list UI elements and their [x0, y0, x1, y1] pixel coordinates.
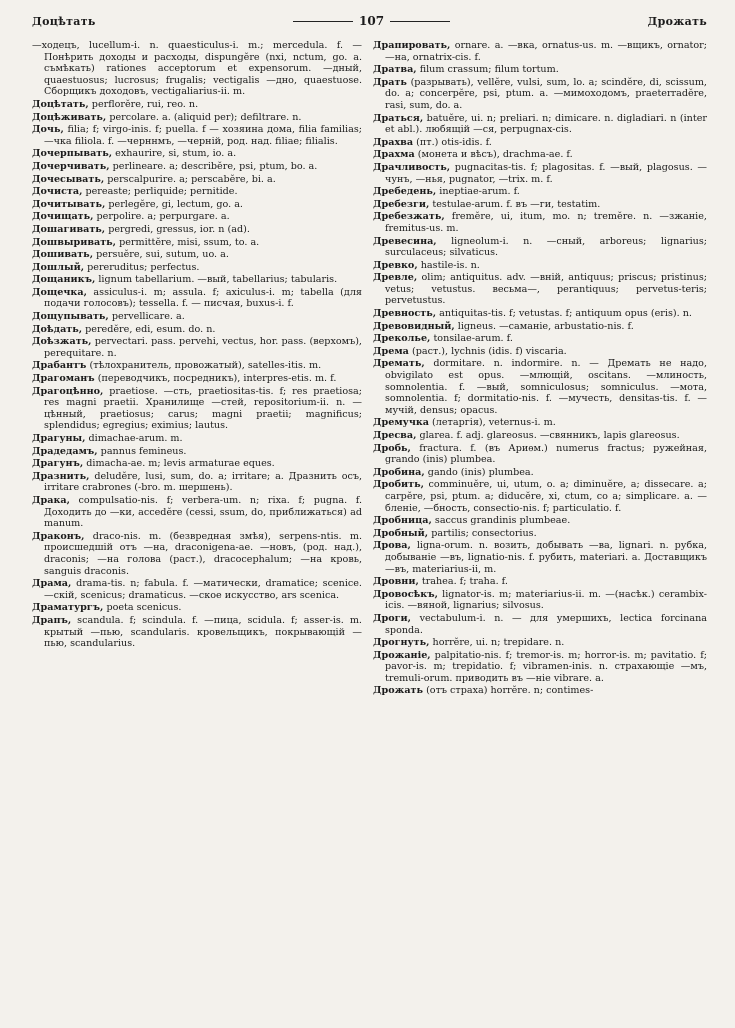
- entry-definition: olim; antiquitus. adv. —вній, antiquus; priscus; pristinus; vetus; vetustus. весьма—, perantiquus; pervetus-teris; pervetustus.: [385, 272, 707, 307]
- dictionary-entry: [32, 360, 362, 372]
- left-column: [32, 40, 362, 698]
- entry-definition: filum crassum; filum tortum.: [419, 64, 559, 76]
- entry-headword: Драть: [373, 76, 407, 88]
- entry-definition: pergredi, gressus, ior. n (ad).: [108, 223, 250, 235]
- entry-definition: trahea. f; traha. f.: [421, 576, 508, 588]
- dictionary-entry: [32, 386, 362, 432]
- entry-definition: lignum tabellarium. —вый, tabellarius; tabularis.: [98, 274, 338, 286]
- header-left-word: Доцѣтать: [32, 14, 96, 28]
- dictionary-entry: [32, 237, 362, 249]
- entry-definition: assiculus-i. m; assula. f; axiculus-i. m; tabella (для подачи голосовъ); tessella. f. — писчая, buxus-i. f.: [44, 286, 362, 310]
- entry-definition: fremĕre, ui, itum, mo. n; tremĕre. n. —зжаніе, fremitus-us. m.: [385, 211, 707, 234]
- entry-definition: ligna-orum. n. возить, добывать —ва, lignari. n. рубка, добываніе —въ, lignatio-nis. f. рубить, materiari. a. Доставщикъ —въ, materiarius-ii, m.: [385, 540, 707, 575]
- entry-headword: Дочерчивать,: [32, 160, 110, 172]
- dictionary-entry: [373, 40, 707, 63]
- entry-headword: Дочесывать,: [32, 173, 105, 185]
- entry-headword: Дробь,: [373, 442, 411, 454]
- entry-headword: Дробить,: [373, 479, 424, 491]
- dictionary-entry: [32, 324, 362, 336]
- entry-headword: Дребезжать,: [373, 211, 445, 223]
- dictionary-entry: [32, 211, 362, 223]
- entry-headword: Дребезги,: [373, 198, 430, 210]
- dictionary-entry: [373, 637, 707, 649]
- dictionary-entry: [373, 321, 707, 333]
- entry-headword: Дрова,: [373, 540, 411, 552]
- entry-definition: (раст.), lychnis (idis. f) viscaria.: [411, 345, 567, 357]
- dictionary-entry: [373, 272, 707, 307]
- entry-headword: Дратва,: [373, 64, 417, 76]
- dictionary-entry: [373, 515, 707, 527]
- entry-definition: (отъ страха) horrĕre. n; contimes-: [426, 685, 594, 697]
- entry-definition: perscalpurire. a; perscabĕre, bi. a.: [107, 173, 276, 185]
- entry-headword: Дребедень,: [373, 186, 437, 198]
- dictionary-entry: [373, 540, 707, 575]
- right-column: [373, 40, 707, 698]
- entry-definition: (летаргія), veternus-i. m.: [432, 417, 556, 429]
- dictionary-entry: [32, 495, 362, 530]
- entry-definition: persuĕre, sui, sutum, uo. a.: [96, 249, 229, 261]
- dictionary-entry: [373, 186, 707, 198]
- dictionary-entry: [373, 528, 707, 540]
- entry-definition: percolare. a. (aliquid per); defiltrare. n.: [109, 111, 302, 123]
- entry-definition: ineptiae-arum. f.: [439, 186, 520, 198]
- dictionary-entry: [373, 113, 707, 136]
- entry-definition: perlineare. a; describĕre, psi, ptum, bo. a.: [112, 160, 318, 172]
- dictionary-entry: [373, 685, 707, 697]
- entry-headword: Дреколье,: [373, 333, 431, 345]
- dictionary-entry: [373, 589, 707, 612]
- entry-headword: Дрема: [373, 345, 409, 357]
- entry-definition: glarea. f. adj. glareosus. —свянникъ, lapis glareosus.: [419, 430, 680, 441]
- entry-headword: Дремать,: [373, 358, 425, 370]
- dictionary-entry: [32, 602, 362, 614]
- dictionary-entry: [32, 274, 362, 286]
- entry-headword: Дробный,: [373, 527, 429, 539]
- entry-definition: pervellicare. a.: [111, 311, 185, 323]
- entry-definition: pugnacitas-tis. f; plagositas. f. —вый, plagosus. —чунъ, —нья, pugnator, —trix. m. f.: [385, 161, 707, 185]
- dictionary-entry: [32, 161, 362, 173]
- dictionary-entry: [32, 578, 362, 601]
- dictionary-entry: [32, 373, 362, 385]
- entry-headword: Дошагивать,: [32, 223, 106, 235]
- dictionary-entry: [373, 613, 707, 636]
- entry-headword: Дровни,: [373, 576, 419, 588]
- dictionary-entry: [373, 199, 707, 211]
- entry-definition: gando (inis) plumbea.: [427, 466, 534, 478]
- entry-definition: —ходецъ, lucellum-i. n. quaesticulus-i. m.; mercedula. f. — Понѣрить доходы и расходы, dispungĕre (nxi, nctum, go. a. съмѣкать) rationes acceptorum et expensorum. —дный, quaestuosus; lucrosus; frugalis; vectigalis —дно, quaestuose. Сборщикъ доходовъ, vectigaliarius-ii. m.: [32, 40, 362, 98]
- entry-definition: permittĕre, misi, ssum, to. a.: [119, 236, 260, 248]
- entry-headword: Драма,: [32, 578, 72, 590]
- entry-headword: Дочерпывать,: [32, 148, 113, 160]
- entry-headword: Драгоманъ: [32, 373, 95, 385]
- entry-headword: Дрогнуть,: [373, 637, 430, 649]
- dictionary-entry: [32, 287, 362, 310]
- dictionary-entry: [32, 99, 362, 111]
- dictionary-entry: [32, 433, 362, 445]
- entry-definition: compulsatio-nis. f; verbera-um. n; rixa. f; pugna. f. Доходить до —ки, accedĕre (cessi, ssum, do, приближаться) ad manum.: [44, 494, 362, 530]
- entry-definition: perflorĕre, rui, reo. n.: [91, 98, 199, 110]
- entry-definition: hastile-is. n.: [420, 259, 480, 271]
- entry-headword: Доѣдать,: [32, 323, 83, 335]
- entry-headword: Драхма: [373, 149, 415, 161]
- entry-definition: lignator-is. m; materiarius-ii. m. —(насѣк.) cerambix-icis. —вяной, lignarius; silvosus.: [385, 588, 707, 612]
- entry-headword: Дроги,: [373, 612, 411, 624]
- dictionary-entry: [32, 224, 362, 236]
- entry-definition: tonsilae-arum. f.: [433, 333, 513, 345]
- entry-headword: Дровосѣкъ,: [373, 588, 438, 600]
- entry-definition: praetiose. —сть, praetiositas-tis. f; res praetiosa; res magni praetii. Хранилище —стей, repositorium-ii. n. —цѣнный, praetiosus; carus; magni praetii; magnificus; splendidus; egregius; eximius; lautus.: [44, 385, 362, 432]
- entry-headword: Драхва: [373, 136, 414, 148]
- entry-headword: Дремучка: [373, 417, 429, 429]
- entry-definition: ligneolum-i. n. —сный, arboreus; lignarius; surculaceus; silvaticus.: [385, 235, 707, 259]
- dictionary-entry: [373, 137, 707, 149]
- entry-definition: pereruditus; perfectus.: [87, 261, 200, 273]
- dictionary-entry: [373, 149, 707, 161]
- entry-headword: Доцѣживать,: [32, 111, 107, 123]
- entry-headword: Доцѣтать,: [32, 98, 89, 110]
- dictionary-entry: [373, 77, 707, 112]
- entry-definition: dimachae-arum. m.: [88, 433, 183, 444]
- entry-definition: (переводчикъ, посредникъ), interpres-etis. m. f.: [97, 373, 337, 385]
- entry-headword: Драка,: [32, 494, 70, 506]
- dictionary-entry: [32, 262, 362, 274]
- header-rule-left: [293, 21, 353, 22]
- entry-headword: Драться,: [373, 112, 424, 124]
- dictionary-entry: [373, 358, 707, 416]
- entry-headword: Драбантъ: [32, 360, 87, 372]
- entry-headword: Драпъ,: [32, 614, 72, 626]
- dictionary-entry: [373, 650, 707, 685]
- text-columns: [32, 40, 707, 698]
- entry-headword: Дробница,: [373, 515, 432, 527]
- entry-headword: Древесина,: [373, 235, 437, 247]
- dictionary-entry: [32, 112, 362, 124]
- entry-definition: (разрывать), vellĕre, vulsi, sum, lo. a; scindĕre, di, scissum, do. a; concerpĕre, psi, ptum. a. —мимоходомъ, praeterradĕre, rasi, sum, do. a.: [385, 76, 707, 111]
- entry-definition: horrĕre, ui. n; trepidare. n.: [432, 637, 565, 649]
- entry-headword: Драгоцѣнно,: [32, 385, 104, 397]
- entry-definition: exhaurire, si, stum, io. a.: [115, 148, 237, 160]
- entry-headword: Древность,: [373, 308, 437, 320]
- dictionary-entry: [373, 346, 707, 358]
- entry-definition: comminuĕre, ui, utum, o. a; diminuĕre, a; dissecare. a; carpĕre, psi, ptum. a; diducĕre, xi, ctum, co a; simplicare. a. —бленіе, —бность, consectio-nis. f; particulatio. f.: [385, 479, 707, 514]
- dictionary-entry: [32, 458, 362, 470]
- entry-headword: Древко,: [373, 259, 418, 271]
- entry-headword: Доѣзжать,: [32, 336, 92, 348]
- dictionary-entry: [32, 336, 362, 359]
- entry-headword: Дощупывать,: [32, 311, 109, 323]
- dictionary-entry: [373, 236, 707, 259]
- entry-headword: Дошлый,: [32, 261, 85, 273]
- dictionary-entry: [32, 446, 362, 458]
- entry-headword: Дрожать: [373, 685, 423, 697]
- entry-definition: testulae-arum. f. въ —ги, testatim.: [432, 198, 601, 210]
- entry-definition: partilis; consectorius.: [431, 527, 537, 539]
- entry-definition: ornare. a. —вка, ornatus-us. m. —вщикъ, ornator; —на, ornatrix-cis. f.: [385, 40, 707, 63]
- dictionary-entry: [373, 417, 707, 429]
- dictionary-entry: [373, 260, 707, 272]
- entry-headword: Драматургъ,: [32, 602, 104, 614]
- entry-definition: antiquitas-tis. f; vetustas. f; antiquum opus (eris). n.: [439, 308, 692, 320]
- header-rule-right: [390, 21, 450, 22]
- entry-definition: vectabulum-i. n. — для умершихъ, lectica forcinana sponda.: [385, 612, 707, 636]
- entry-definition: (пт.) otis-idis. f.: [416, 136, 492, 148]
- dictionary-entry: [373, 467, 707, 479]
- header-page-number-group: [293, 14, 450, 28]
- entry-definition: drama-tis. n; fabula. f. —матически, dramatice; scenice. —скій, scenicus; dramaticus. —ское искусство, ars scenica.: [44, 578, 362, 601]
- entry-definition: draco-nis. m. (безвредная змѣя), serpens-ntis. m. происшедшій отъ —на, draconigena-ae. —новъ, (род. над.), draconis; —на голова (раст.), dracocephalum; —на кровь, sanguis draconis.: [44, 530, 362, 577]
- entry-definition: deludĕre, lusi, sum, do. a; irritare; a. Дразнить осъ, irritare crabrones (-bro. m. шершень).: [44, 470, 363, 494]
- entry-definition: (тѣлохранитель, провожатый), satelles-itis. m.: [89, 360, 322, 372]
- dictionary-entry: [373, 64, 707, 76]
- entry-definition: ligneus. —саманіе, arbustatio-nis. f.: [457, 320, 634, 332]
- dictionary-entry: [32, 249, 362, 261]
- entry-headword: Дресва,: [373, 430, 417, 441]
- entry-definition: fractura. f. (въ Ариѳм.) numerus fractus; ружейная, grando (inis) plumbea.: [385, 442, 707, 466]
- entry-headword: Дразнить,: [32, 470, 90, 482]
- entry-headword: Дощечка,: [32, 286, 87, 298]
- entry-definition: perpolire. a; perpurgare. a.: [96, 211, 230, 223]
- dictionary-entry: [32, 40, 362, 98]
- entry-headword: Дощаникъ,: [32, 274, 96, 286]
- entry-definition: scandula. f; scindula. f. —пица, scidula. f; asser-is. m. крытый —пью, scandularis. кровельщикъ, покрывающій —пью, scandularius.: [44, 614, 362, 650]
- dictionary-entry: [32, 199, 362, 211]
- entry-definition: filia; f; virgo-inis. f; puella. f — хозяина дома, filia familias; —чка filiola. f. —черннмъ, —черній, род. над. filiae; filialis.: [44, 124, 362, 147]
- entry-definition: batuĕre, ui. n; preliari. n; dimicare. n. digladiari. n (inter et abl.). любящій —ся, perpugnax-cis.: [385, 112, 707, 136]
- entry-definition: pervectari. pass. pervehi, vectus, hor. pass. (верхомъ), perequitare. n.: [44, 336, 362, 359]
- dictionary-entry: [373, 576, 707, 588]
- entry-definition: perlegĕre, gi, lectum, go. a.: [108, 198, 243, 210]
- entry-headword: Драпировать,: [373, 40, 451, 51]
- entry-headword: Дочищать,: [32, 211, 94, 223]
- dictionary-entry: [32, 174, 362, 186]
- entry-definition: dormitare. n. indormire. n. — Дремать не надо, obvigilato est opus. —млющій, oscitans. —млиность, somnolentia. f. —вый, somniculosus; somniculus. —мота, somnolentia. f; dormitatio-nis. f. —мучесть, densitas-tis. f. —мучій, densus; opacus.: [385, 358, 707, 416]
- entry-headword: Драчливость,: [373, 161, 451, 173]
- entry-definition: dimacha-ae. m; levis armaturae eques.: [86, 458, 275, 470]
- dictionary-entry: [32, 311, 362, 323]
- page-number: 107: [359, 14, 385, 28]
- entry-definition: peredĕre, edi, esum. do. n.: [85, 323, 216, 335]
- entry-headword: Дочитывать,: [32, 198, 106, 210]
- entry-headword: Дошвыривать,: [32, 236, 117, 248]
- entry-headword: Дошивать,: [32, 249, 94, 261]
- entry-headword: Драгуны,: [32, 433, 86, 444]
- dictionary-entry: [373, 162, 707, 185]
- header-right-word: Дрожать: [647, 14, 707, 28]
- entry-definition: (монета и вѣсъ), drachma-ae. f.: [417, 149, 573, 161]
- entry-headword: Дочь,: [32, 124, 64, 136]
- entry-definition: pereaste; perliquide; pernitide.: [85, 186, 238, 198]
- entry-definition: pannus femineus.: [100, 445, 187, 457]
- entry-definition: poeta scenicus.: [106, 602, 182, 614]
- entry-definition: palpitatio-nis. f; tremor-is. m; horror-is. m; pavitatio. f; pavor-is. m; trepidatio. f; vibramen-inis. n. страхающіе —мъ, tremuli-orum. приводить въ —ніе vibrare. a.: [385, 649, 707, 684]
- entry-headword: Драконъ,: [32, 530, 85, 542]
- dictionary-entry: [32, 531, 362, 577]
- dictionary-entry: [373, 333, 707, 345]
- entry-definition: saccus grandinis plumbeae.: [434, 515, 571, 527]
- entry-headword: Дочиста,: [32, 186, 83, 198]
- entry-headword: Драгунъ,: [32, 458, 84, 470]
- dictionary-entry: [373, 479, 707, 514]
- page-header: [32, 10, 707, 32]
- dictionary-entry: [32, 186, 362, 198]
- dictionary-entry: [32, 615, 362, 650]
- dictionary-entry: [373, 211, 707, 234]
- dictionary-entry: [32, 124, 362, 147]
- dictionary-entry: [32, 471, 362, 494]
- entry-headword: Дробина,: [373, 466, 425, 478]
- dictionary-entry: [32, 148, 362, 160]
- entry-headword: Древле,: [373, 272, 418, 284]
- dictionary-entry: [373, 443, 707, 466]
- entry-headword: Древовидный,: [373, 320, 455, 332]
- entry-headword: Драдедамъ,: [32, 445, 98, 457]
- dictionary-entry: [373, 430, 707, 442]
- dictionary-entry: [373, 308, 707, 320]
- entry-headword: Дрожаніе,: [373, 649, 431, 661]
